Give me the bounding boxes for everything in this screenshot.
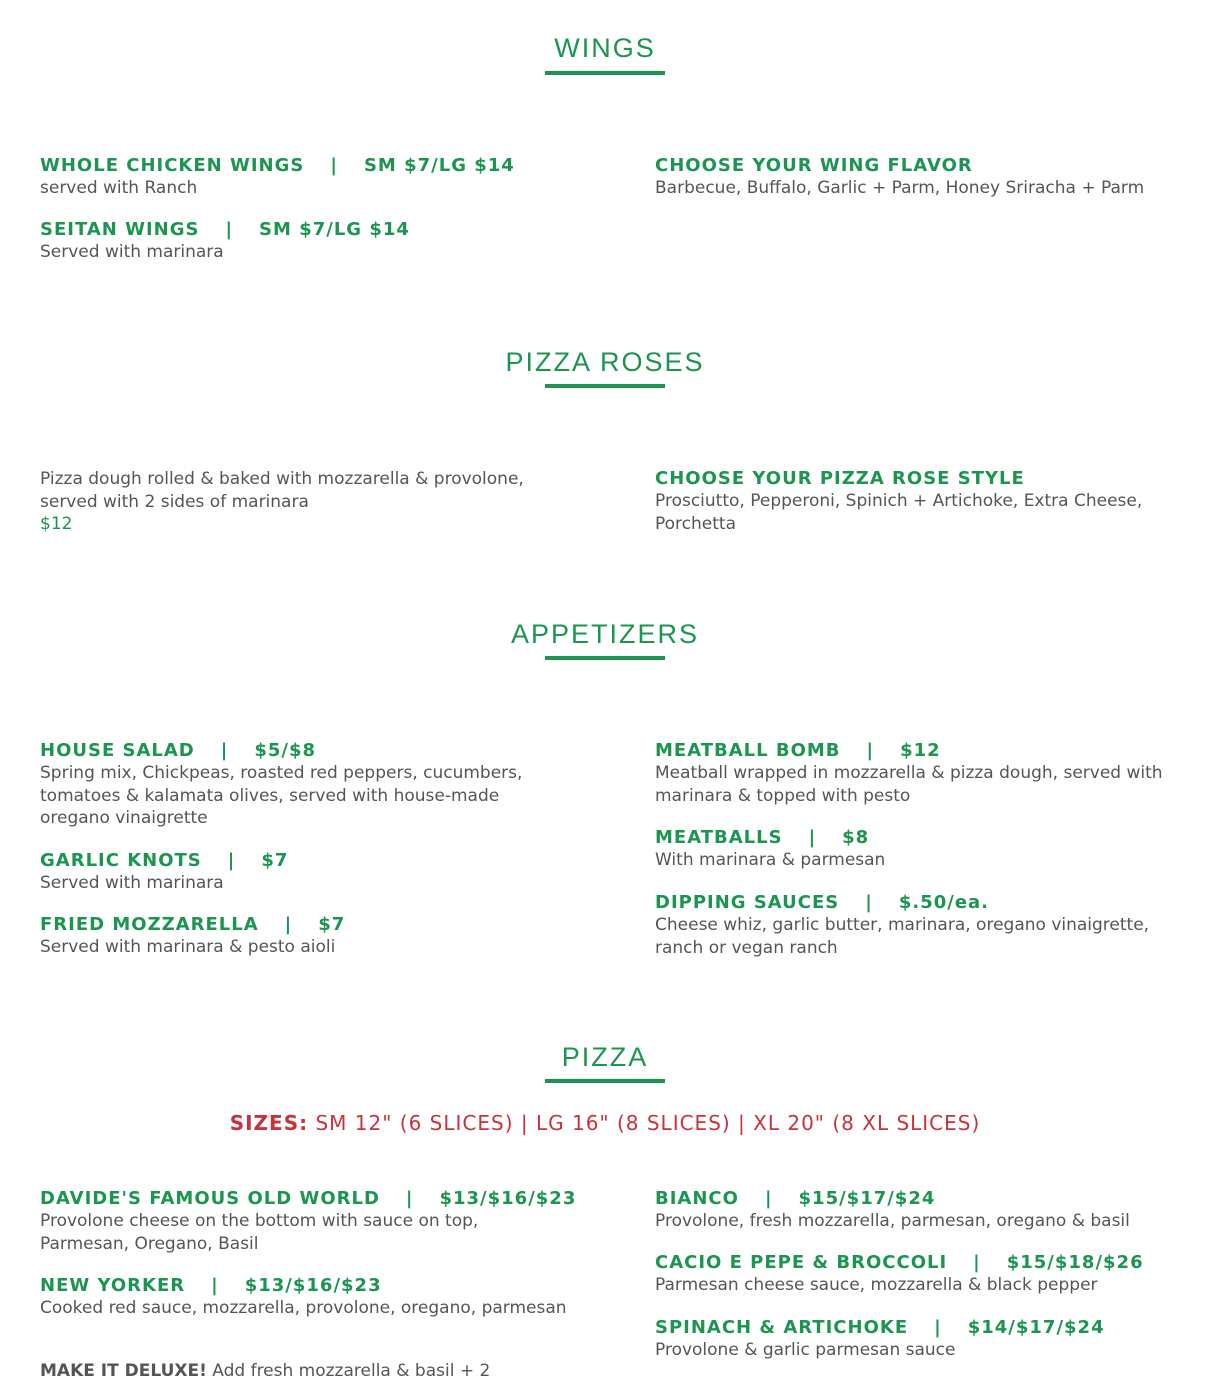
item-price: $.50/ea.	[898, 892, 990, 913]
item-description: Meatball wrapped in mozzarella & pizza dough, served with marinara & topped with pesto	[655, 763, 1163, 806]
separator: |	[211, 1275, 219, 1296]
item-description: served with Ranch	[40, 178, 198, 198]
separator: |	[330, 155, 338, 176]
item-description: Pizza dough rolled & baked with mozzarella & provolone, served with 2 sides of marinara	[40, 469, 524, 512]
section-underline	[545, 656, 665, 660]
item-header	[655, 740, 1185, 762]
separator: |	[405, 1188, 414, 1209]
item-header	[655, 1317, 1185, 1339]
menu-item	[655, 827, 1185, 872]
menu-item-rose-style	[655, 468, 1185, 535]
item-name: CACIO E PEPE & BROCCOLI	[655, 1252, 948, 1273]
item-price: $12	[40, 514, 73, 534]
separator: |	[866, 740, 875, 761]
section-title-pizza: PIZZA	[561, 1042, 649, 1072]
item-price: SM $7/LG $14	[259, 219, 410, 240]
item-header	[655, 827, 1185, 849]
item-price: $5/$8	[254, 740, 316, 761]
menu-item	[40, 914, 570, 959]
item-description: Provolone cheese on the bottom with sauce on top, Parmesan, Oregano, Basil	[40, 1211, 479, 1254]
item-price: $7	[261, 850, 289, 871]
section-underline	[545, 71, 665, 75]
section-underline	[545, 1079, 665, 1083]
item-description: Prosciutto, Pepperoni, Spinich + Artichoke, Extra Cheese, Porchetta	[655, 491, 1143, 534]
item-description: Barbecue, Buffalo, Garlic + Parm, Honey Sriracha + Parm	[655, 178, 1145, 198]
item-header	[655, 892, 1185, 914]
item-description: Spring mix, Chickpeas, roasted red peppers, cucumbers, tomatoes & kalamata olives, served with house-made oregano vinaigrette	[40, 763, 523, 828]
item-description: Parmesan cheese sauce, mozzarella & black pepper	[655, 1275, 1098, 1295]
separator: |	[220, 740, 229, 761]
item-header	[40, 914, 570, 936]
item-name: CHOOSE YOUR PIZZA ROSE STYLE	[655, 468, 1025, 489]
deluxe-note	[40, 1361, 490, 1381]
item-name: CHOOSE YOUR WING FLAVOR	[655, 155, 973, 176]
menu-item	[40, 850, 570, 895]
item-description: Cooked red sauce, mozzarella, provolone, oregano, parmesan	[40, 1298, 567, 1318]
menu-item-pizza-roses	[40, 468, 570, 535]
menu-item	[40, 1275, 570, 1320]
item-header	[655, 1188, 1185, 1210]
item-name: FRIED MOZZARELLA	[40, 914, 259, 935]
item-name: MEATBALLS	[655, 827, 783, 848]
item-name: HOUSE SALAD	[40, 740, 195, 761]
menu-item	[40, 155, 515, 200]
section-title-pizza-roses: PIZZA ROSES	[505, 347, 705, 377]
item-header	[40, 1188, 577, 1210]
menu-item-wing-flavor	[655, 155, 1185, 200]
item-name: NEW YORKER	[40, 1275, 186, 1296]
deluxe-text: Add fresh mozzarella & basil + 2	[206, 1361, 491, 1381]
pizza-sizes	[0, 1111, 1210, 1135]
item-price: $8	[842, 827, 870, 848]
separator: |	[808, 827, 817, 848]
item-price: $15/$18/$26	[1006, 1252, 1144, 1273]
item-header	[655, 1252, 1185, 1274]
item-name: MEATBALL BOMB	[655, 740, 841, 761]
menu-item	[40, 1188, 577, 1255]
item-description: With marinara & parmesan	[655, 850, 886, 870]
item-description: Served with marinara & pesto aioli	[40, 937, 336, 957]
item-header	[40, 1275, 570, 1297]
item-description: Served with marinara	[40, 873, 224, 893]
item-price: $14/$17/$24	[967, 1317, 1105, 1338]
item-name: BIANCO	[655, 1188, 739, 1209]
item-name: DAVIDE'S FAMOUS OLD WORLD	[40, 1188, 380, 1209]
item-header	[40, 155, 515, 177]
menu-item	[655, 892, 1185, 959]
separator: |	[227, 850, 236, 871]
section-title-appetizers: APPETIZERS	[510, 619, 700, 649]
item-header	[40, 219, 410, 241]
sizes-label: SIZES:	[229, 1111, 309, 1135]
item-name: GARLIC KNOTS	[40, 850, 202, 871]
deluxe-label: MAKE IT DELUXE!	[40, 1361, 207, 1381]
item-header	[40, 850, 570, 872]
item-price: $12	[900, 740, 941, 761]
separator: |	[225, 219, 234, 240]
item-header	[40, 740, 570, 762]
item-price: $15/$17/$24	[798, 1188, 936, 1209]
section-title-wings: WINGS	[554, 33, 656, 63]
section-underline	[545, 384, 665, 388]
separator: |	[973, 1252, 981, 1273]
item-price: $7	[318, 914, 346, 935]
item-description: Served with marinara	[40, 242, 224, 262]
item-price: SM $7/LG $14	[363, 155, 515, 176]
menu-item	[655, 1252, 1185, 1297]
item-price: $13/$16/$23	[439, 1188, 577, 1209]
item-name: SEITAN WINGS	[40, 219, 200, 240]
item-description: Provolone & garlic parmesan sauce	[655, 1340, 956, 1360]
item-name: WHOLE CHICKEN WINGS	[40, 155, 305, 176]
menu-item	[40, 740, 570, 830]
item-description: Cheese whiz, garlic butter, marinara, oregano vinaigrette, ranch or vegan ranch	[655, 915, 1150, 958]
menu-item	[655, 1317, 1185, 1362]
menu-item	[40, 219, 410, 264]
separator: |	[934, 1317, 942, 1338]
menu-item	[655, 1188, 1185, 1233]
separator: |	[764, 1188, 773, 1209]
item-name: DIPPING SAUCES	[655, 892, 840, 913]
item-name: SPINACH & ARTICHOKE	[655, 1317, 909, 1338]
menu-item	[655, 740, 1185, 807]
sizes-text: SM 12" (6 SLICES) | LG 16" (8 SLICES) | XL 20" (8 XL SLICES)	[308, 1111, 981, 1135]
item-description: Provolone, fresh mozzarella, parmesan, oregano & basil	[655, 1211, 1130, 1231]
separator: |	[284, 914, 293, 935]
separator: |	[865, 892, 873, 913]
item-price: $13/$16/$23	[244, 1275, 382, 1296]
